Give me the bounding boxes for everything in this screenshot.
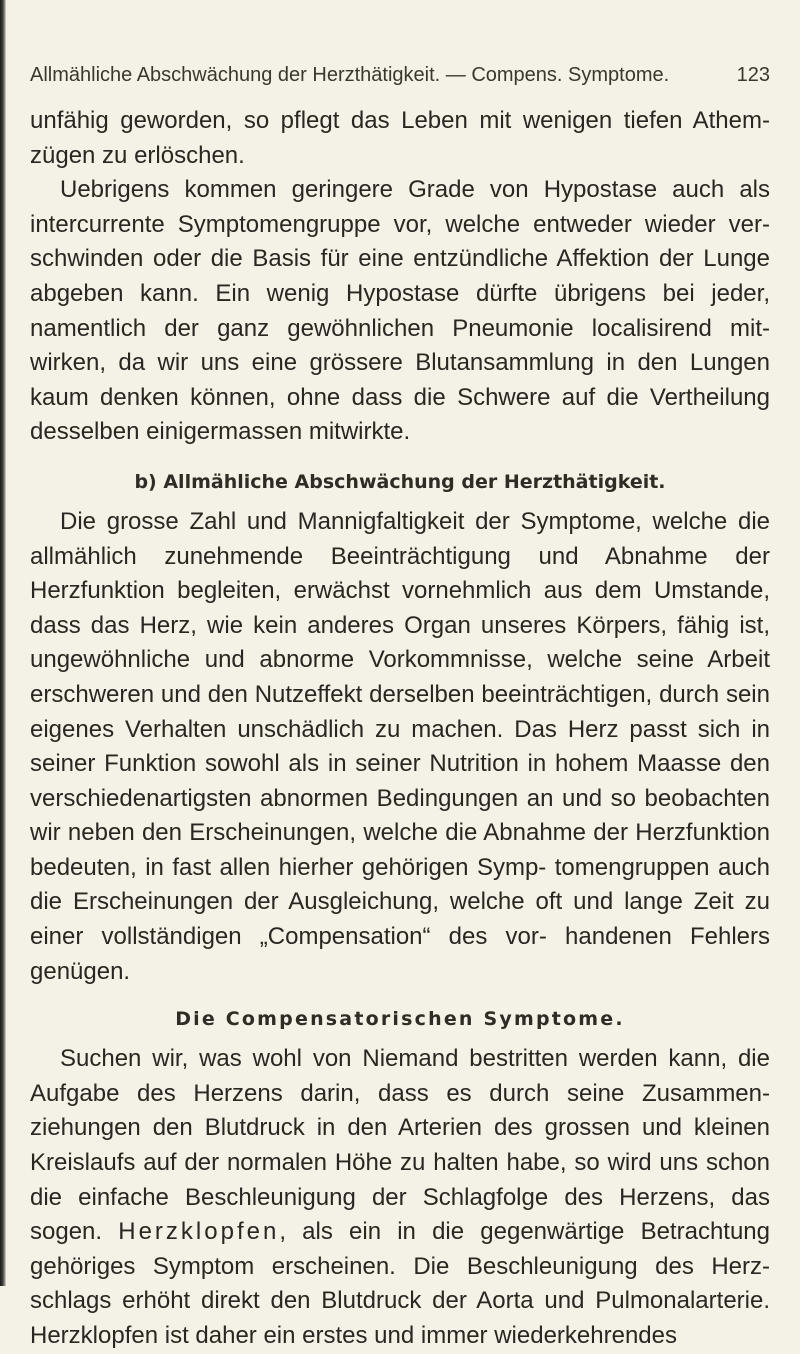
running-header xyxy=(30,62,770,88)
page-body xyxy=(30,104,770,1354)
section-heading-compensatory: Die Compensatorischen Symptome. xyxy=(175,1008,625,1031)
running-header-title: Allmähliche Abschwächung der Herzthätigkeit. — Compens. Symptome. xyxy=(30,64,670,86)
paragraph-herzklopfen-start: Suchen wir, was wohl von Niemand bestritten werden kann, die Aufgabe des Herzens darin, dass es durch seine Zusammen- ziehungen den Blutdruck in den Arterien des grossen und kleinen Kreislaufs auf der normalen Höhe zu halten habe, so wird uns schon die einfache Beschleunigung der Schlagfolge des Herzens, das sogen. xyxy=(30,1045,770,1246)
section-heading-b: b) Allmähliche Abschwächung der Herzthätigkeit. xyxy=(134,470,666,493)
paragraph-symptoms: Die grosse Zahl und Mannigfaltigkeit der Symptome, welche die allmählich zunehmende Beeinträchtigung und Abnahme der Herzfunktion begleiten, erwächst vornehmlich aus dem Umstande, dass das Herz, wie kein anderes Organ unseres Körpers, fähig ist, ungewöhnliche und abnorme Vorkommnisse, welche seine Arbeit erschweren und den Nutzeffekt derselben beeinträchtigen, durch sein eigenes Verhalten unschädlich zu machen. Das Herz passt sich in seiner Funktion sowohl als in seiner Nutrition in hohem Maasse den verschiedenartigsten abnormen Bedingungen an und so beobachten wir neben den Erscheinungen, welche die Abnahme der Herzfunktion bedeuten, in fast allen hierher gehörigen Symp- tomengruppen auch die Erscheinungen der Ausgleichung, welche oft und lange Zeit zu einer vollständigen „Compensation“ des vor- handenen Fehlers genügen. xyxy=(30,507,770,985)
paragraph-herzklopfen xyxy=(30,1042,770,1353)
page-edge-shadow xyxy=(0,0,6,1286)
term-herzklopfen: Herzklopfen xyxy=(118,1218,280,1246)
page-number: 123 xyxy=(736,64,770,86)
paragraph-continuation: unfähig geworden, so pflegt das Leben mit wenigen tiefen Athem- zügen zu erlöschen. xyxy=(30,107,770,169)
paragraph-herzklopfen-end: , als ein in die gegenwärtige Betrachtung gehöriges Symptom erscheinen. Die Beschleunigung des Herz- schlags erhöht direkt den Blutdruck der Aorta und Pulmonalarterie. Herzklopfen ist daher ein erstes und immer wiederkehrendes xyxy=(30,1218,770,1349)
paragraph-hypostase: Uebrigens kommen geringere Grade von Hypostase auch als intercurrente Symptomengruppe vor, welche entweder wieder ver- schwinden oder die Basis für eine entzündliche Affektion der Lunge abgeben kann. Ein wenig Hypostase dürfte übrigens bei jeder, namentlich der ganz gewöhnlichen Pneumonie localisirend mit- wirken, da wir uns eine grössere Blutansammlung in den Lungen kaum denken können, ohne dass die Schwere auf die Vertheilung desselben einigermassen mitwirkte. xyxy=(30,176,770,446)
